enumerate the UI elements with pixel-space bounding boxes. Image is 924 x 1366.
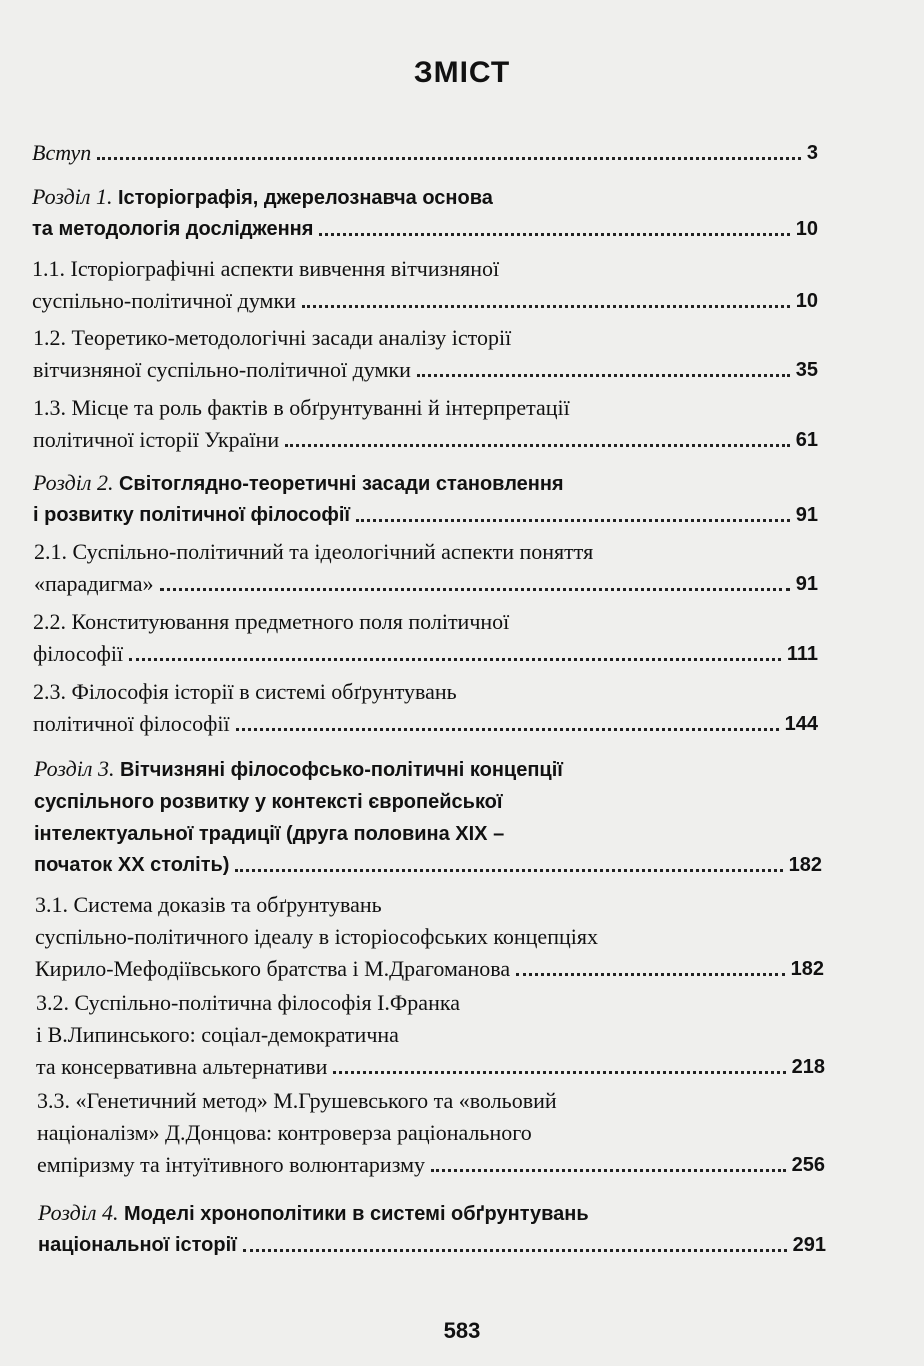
entry-title-line: та методологія дослідження bbox=[32, 218, 314, 240]
entry-label: Вступ bbox=[32, 140, 92, 165]
entry-title-line: національної історії bbox=[38, 1234, 237, 1256]
entry-title-line: Світоглядно-теоретичні засади становлення bbox=[118, 473, 564, 495]
dot-leader bbox=[236, 727, 779, 731]
page-number: 583 bbox=[443, 1318, 481, 1343]
dot-leader bbox=[333, 1070, 785, 1074]
entry-title-line: «парадигма» bbox=[34, 571, 154, 596]
dot-leader bbox=[417, 373, 790, 377]
entry-label: Розділ 2. bbox=[33, 470, 114, 495]
entry-page-number: 35 bbox=[795, 359, 818, 381]
entry-page-number: 182 bbox=[790, 958, 824, 980]
entry-title-line: 1.1. Історіографічні аспекти вивчення вітчизняної bbox=[32, 256, 500, 281]
entry-page-number: 91 bbox=[795, 504, 818, 526]
dot-leader bbox=[235, 868, 782, 872]
entry-page-number: 144 bbox=[784, 713, 818, 735]
entry-title-line: та консервативна альтернативи bbox=[36, 1054, 328, 1079]
entry-title-line: 2.3. Філософія історії в системі обґрунтувань bbox=[33, 679, 457, 704]
entry-title-line: Історіографія, джерелознавча основа bbox=[117, 187, 493, 209]
entry-page-number: 111 bbox=[786, 643, 818, 665]
entry-page-number: 10 bbox=[795, 290, 818, 312]
entry-title-line: початок XX століть) bbox=[34, 854, 230, 876]
entry-title-line: 3.3. «Генетичний метод» М.Грушевського та «вольовий bbox=[37, 1088, 557, 1113]
entry-title-line: політичної філософії bbox=[33, 711, 230, 736]
entry-title-line: і В.Липинського: соціал-демократична bbox=[36, 1022, 399, 1047]
entry-label: Розділ 1. bbox=[32, 184, 113, 209]
entry-title-line: 3.1. Система доказів та обґрунтувань bbox=[35, 892, 382, 917]
entry-page-number: 291 bbox=[792, 1234, 826, 1256]
dot-leader bbox=[97, 156, 801, 160]
entry-label: Розділ 4. bbox=[38, 1200, 119, 1225]
entry-page-number: 61 bbox=[795, 429, 818, 451]
dot-leader bbox=[431, 1168, 786, 1172]
entry-title-line: 2.1. Суспільно-політичний та ідеологічний аспекти поняття bbox=[34, 539, 594, 564]
entry-page-number: 10 bbox=[795, 218, 818, 240]
entry-title-line: інтелектуальної традиції (друга половина XIX – bbox=[34, 823, 505, 845]
entry-title-line: вітчизняної суспільно-політичної думки bbox=[33, 357, 411, 382]
entry-title-line: і розвитку політичної філософії bbox=[33, 504, 351, 526]
entry-title-line: 1.2. Теоретико-методологічні засади аналізу історії bbox=[33, 325, 512, 350]
dot-leader bbox=[285, 443, 790, 447]
entry-page-number: 91 bbox=[795, 573, 818, 595]
entry-label: Розділ 3. bbox=[34, 756, 115, 781]
dot-leader bbox=[243, 1248, 787, 1252]
dot-leader bbox=[356, 518, 790, 522]
entry-page-number: 256 bbox=[791, 1154, 825, 1176]
entry-title-line: суспільного розвитку у контексті європейської bbox=[34, 791, 503, 813]
entry-title-line: 3.2. Суспільно-політична філософія І.Франка bbox=[36, 990, 460, 1015]
entry-title-line: Вітчизняні філософсько-політичні концепції bbox=[119, 759, 563, 781]
dot-leader bbox=[302, 304, 790, 308]
dot-leader bbox=[129, 657, 781, 661]
dot-leader bbox=[319, 232, 789, 236]
dot-leader bbox=[160, 587, 790, 591]
entry-page-number: 3 bbox=[806, 142, 818, 164]
entry-title-line: Кирило-Мефодіївського братства і М.Драгоманова bbox=[35, 956, 511, 981]
entry-title-line: націоналізм» Д.Донцова: контроверза раціонального bbox=[37, 1120, 532, 1145]
entry-title-line: політичної історії України bbox=[33, 427, 280, 452]
dot-leader bbox=[516, 972, 784, 976]
entry-title-line: філософії bbox=[33, 641, 124, 666]
entry-title-line: суспільно-політичного ідеалу в історіософських концепціях bbox=[35, 924, 598, 949]
entry-page-number: 218 bbox=[791, 1056, 825, 1078]
entry-page-number: 182 bbox=[788, 854, 822, 876]
entry-title-line: суспільно-політичної думки bbox=[32, 288, 296, 313]
entry-title-line: 2.2. Конституювання предметного поля політичної bbox=[33, 609, 510, 634]
entry-title-line: 1.3. Місце та роль фактів в обґрунтуванні й інтерпретації bbox=[33, 395, 570, 420]
entry-title-line: емпіризму та інтуїтивного волюнтаризму bbox=[37, 1152, 425, 1177]
entry-title-line: Моделі хронополітики в системі обґрунтувань bbox=[123, 1203, 589, 1225]
page-title: ЗМІСТ bbox=[413, 56, 511, 89]
